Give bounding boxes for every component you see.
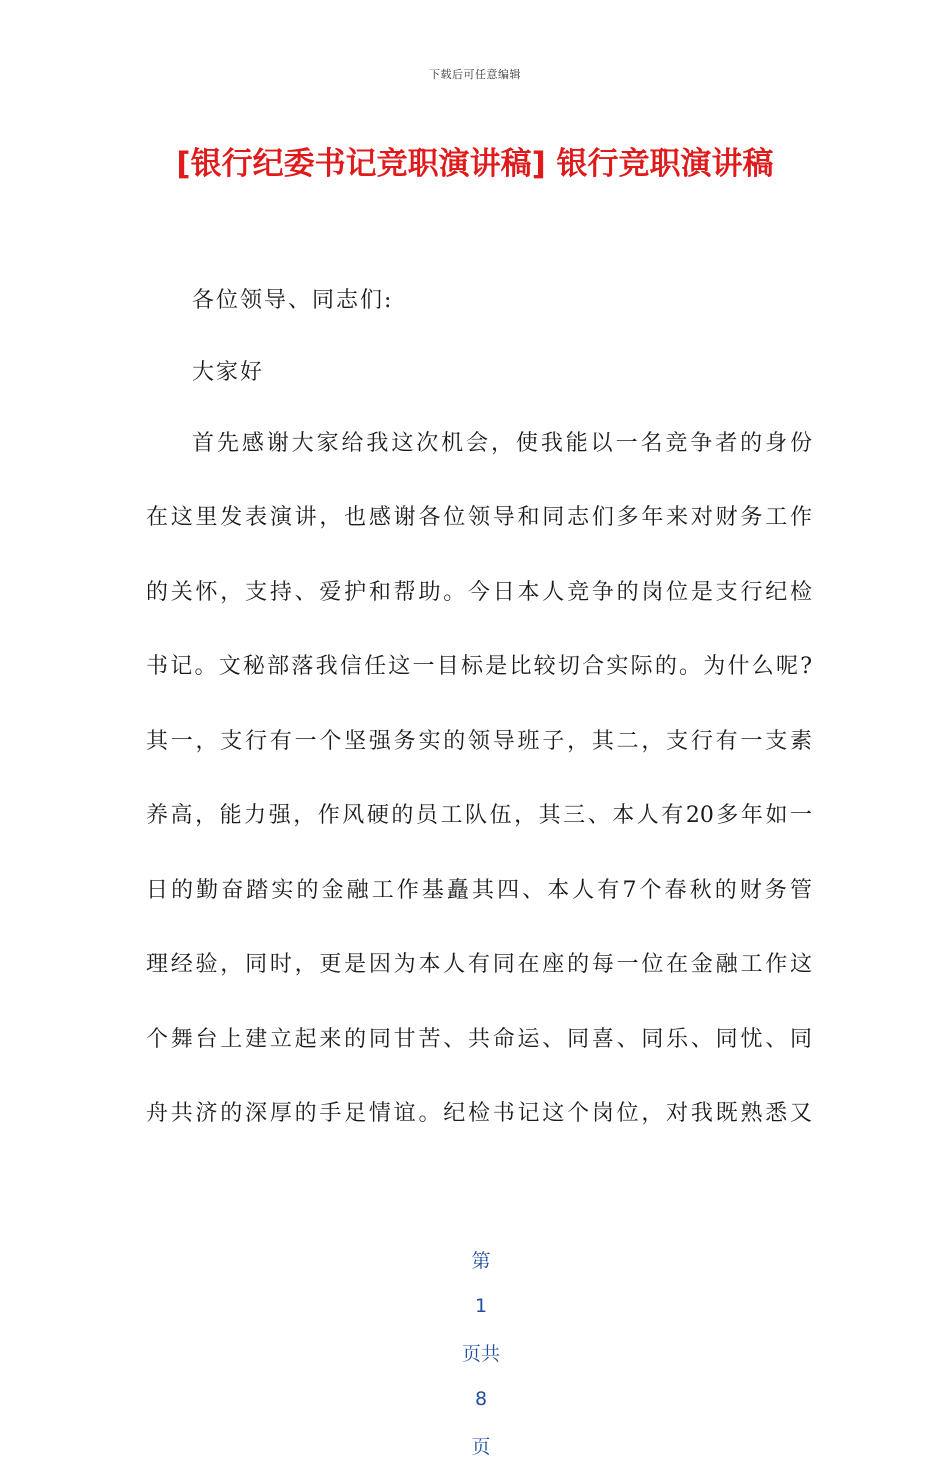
document-title: [0, 140, 950, 188]
title-main: 银行纪委书记竞职演讲稿: [190, 146, 532, 182]
paragraph-line: 其一，支行有一个坚强务实的领导班子，其二，支行有一支素: [146, 729, 812, 754]
salutation: 各位领导、同志们:: [192, 288, 394, 313]
paragraph-line: 的关怀，支持、爱护和帮助。今日本人竞争的岗位是支行纪检: [146, 580, 812, 605]
footer-current-page: 1: [475, 1295, 488, 1317]
title-bracket-open: [: [176, 146, 191, 182]
footer-page-suffix: 页: [471, 1436, 491, 1458]
paragraph-line: 日的勤奋踏实的金融工作基矗其四、本人有7个春秋的财务管: [146, 878, 812, 903]
paragraph-line: 书记。文秘部落我信任这一目标是比较切合实际的。为什么呢?: [146, 654, 812, 679]
title-sub: 银行竞职演讲稿: [545, 146, 774, 182]
header-note: 下载后可任意编辑: [429, 68, 521, 81]
footer-total-pages: 8: [475, 1388, 488, 1410]
footer-page-prefix: 第: [471, 1250, 491, 1272]
footer-page-mid: 页共: [462, 1343, 501, 1365]
title-bracket-close: ]: [531, 146, 546, 182]
paragraph-line: 首先感谢大家给我这次机会，使我能以一名竞争者的身份: [192, 431, 812, 456]
paragraph-line: 个舞台上建立起来的同甘苦、共命运、同喜、同乐、同忧、同: [146, 1027, 812, 1052]
greeting: 大家好: [192, 360, 265, 385]
paragraph-line: 养高，能力强，作风硬的员工队伍，其三、本人有20多年如一: [146, 803, 812, 828]
paragraph-line: 在这里发表演讲，也感谢各位领导和同志们多年来对财务工作: [146, 505, 812, 530]
page-footer: [0, 1224, 950, 1459]
paragraph-line: 舟共济的深厚的手足情谊。纪检书记这个岗位，对我既熟悉又: [146, 1101, 812, 1126]
paragraph-line: 理经验，同时，更是因为本人有同在座的每一位在金融工作这: [146, 952, 812, 977]
